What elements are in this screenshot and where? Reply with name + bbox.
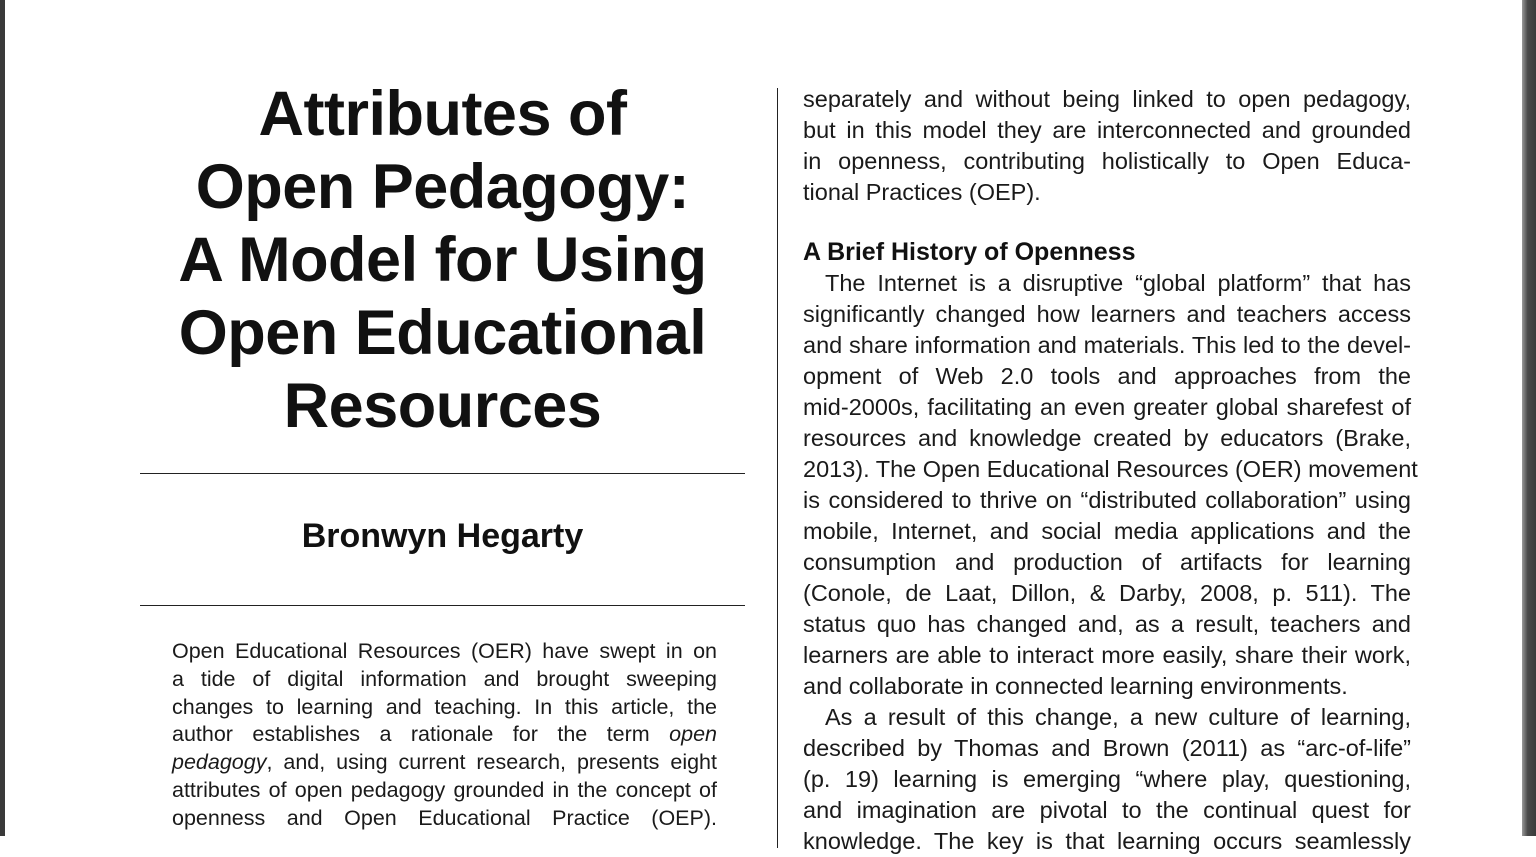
abstract	[172, 638, 717, 833]
abstract-line: changes to learning and teaching. In this article, the	[172, 694, 717, 719]
body-line: and collaborate in connected learning environments.	[803, 673, 1348, 699]
title-line: Attributes of	[258, 79, 627, 149]
body-line: (Conole, de Laat, Dillon, & Darby, 2008, p. 511). The	[803, 580, 1411, 606]
abstract-italic-term: pedagogy	[172, 750, 267, 775]
title-line: Resources	[283, 371, 602, 441]
viewer-scrollbar[interactable]	[1522, 0, 1536, 836]
section-heading: A Brief History of Openness	[803, 238, 1136, 266]
author-divider	[140, 605, 745, 606]
body-line: is considered to thrive on “distributed collaboration” using	[803, 487, 1411, 513]
body-line: resources and knowledge created by educators (Brake,	[803, 425, 1411, 451]
body-line: opment of Web 2.0 tools and approaches from the	[803, 363, 1411, 389]
abstract-line: openness and Open Educational Practice (OEP).	[172, 805, 717, 830]
body-line: mobile, Internet, and social media applications and the	[803, 518, 1411, 544]
abstract-line: attributes of open pedagogy grounded in the concept of	[172, 777, 717, 802]
article-title	[140, 78, 745, 443]
body-line: status quo has changed and, as a result, teachers and	[803, 611, 1411, 637]
abstract-line: Open Educational Resources (OER) have swept in on	[172, 639, 717, 663]
body-line: As a result of this change, a new culture of learning,	[825, 704, 1411, 730]
body-line: separately and without being linked to open pedagogy,	[803, 86, 1411, 112]
body-line: in openness, contributing holistically to Open Educa-	[803, 148, 1411, 174]
body-line: knowledge. The key is that learning occurs seamlessly	[803, 828, 1411, 854]
body-line: tional Practices (OEP).	[803, 179, 1041, 205]
column-divider	[777, 88, 778, 848]
body-line: learners are able to interact more easily, share their work,	[803, 642, 1411, 668]
author-name: Bronwyn Hegarty	[301, 517, 584, 555]
body-line: described by Thomas and Brown (2011) as “arc-of-life”	[803, 735, 1411, 761]
abstract-line: a tide of digital information and brought sweeping	[172, 666, 717, 691]
body-column	[803, 84, 1418, 857]
abstract-italic-term: open	[669, 722, 717, 747]
title-line: A Model for Using	[178, 225, 707, 295]
body-line: and imagination are pivotal to the continual quest for	[803, 797, 1411, 823]
body-line: consumption and production of artifacts for learning	[803, 549, 1411, 575]
abstract-line: author establishes a rationale for the term open	[172, 722, 717, 747]
body-line: The Internet is a disruptive “global platform” that has	[825, 270, 1411, 296]
body-line: (p. 19) learning is emerging “where play, questioning,	[803, 766, 1411, 792]
title-divider	[140, 473, 745, 474]
body-line: significantly changed how learners and teachers access	[803, 301, 1411, 327]
body-line: and share information and materials. This led to the devel-	[803, 332, 1411, 358]
body-line: mid-2000s, facilitating an even greater global sharefest of	[803, 394, 1411, 420]
title-line: Open Pedagogy:	[195, 152, 690, 222]
abstract-line: pedagogy, and, using current research, presents eight	[172, 750, 717, 775]
title-line: Open Educational	[178, 298, 707, 368]
body-line: but in this model they are interconnected and grounded	[803, 117, 1411, 143]
body-line: 2013). The Open Educational Resources (OER) movement	[803, 456, 1418, 482]
